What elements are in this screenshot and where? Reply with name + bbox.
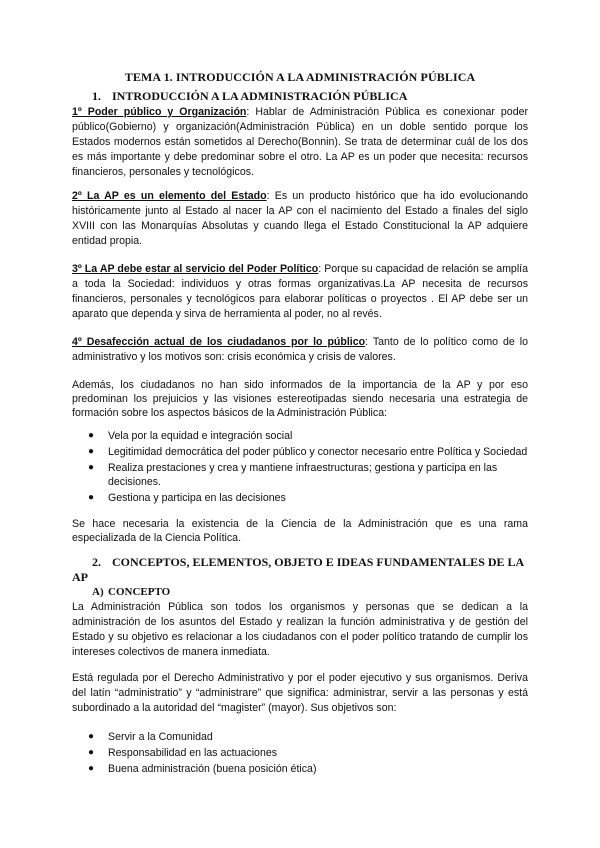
point-1-text: : Hablar de Administración Pública es conexionar poder público(Gobierno) y organización(Administración Pública) en un doble sentido porque los Estados modernos están sometidos al Derecho(Bonnin). Se trata de determinar cuál de los dos es más importante y debe predominar sobre el otro. La AP es un poder que necesita: recursos financieros, personales y tecnológicos. xyxy=(72,106,529,178)
section-1-title: INTRODUCCIÓN A LA ADMINISTRACIÓN PÚBLICA xyxy=(112,89,408,103)
point-4-paragraph xyxy=(72,335,528,365)
document-page xyxy=(72,70,528,787)
list-item: ● Vela por la equidad e integración social xyxy=(88,430,293,442)
subsection-a-heading xyxy=(72,586,528,598)
ciencia-paragraph: Se hace necesaria la existencia de la Ciencia de la Administración que es una rama especializada de la Ciencia Política. xyxy=(72,517,528,544)
bullet-icon: ● xyxy=(88,430,95,441)
ademas-paragraph: Además, los ciudadanos no han sido informados de la importancia de la AP y por eso predominan los prejuicios y las visiones estereotipadas siendo necesaria una estrategia de formación sobre los aspectos básicos de la Administración Pública: xyxy=(72,379,528,419)
list-item: ● Gestiona y participa en las decisiones xyxy=(88,492,286,505)
bullet-icon: ● xyxy=(88,492,95,504)
list-item: ● Buena administración (buena posición ética) xyxy=(88,762,317,775)
objectives-bullet-list xyxy=(72,730,528,776)
subsection-a-title: CONCEPTO xyxy=(108,585,171,598)
section-2-number: 2. xyxy=(92,554,101,569)
point-2-text: : Es un producto histórico que ha ido evolucionando históricamente junto al Estado al nacer la AP con el nacimiento del Estado a finales del siglo XVIII con las Monarquías Absolutas y cuando llega el Estado Constitucional la AP adquiere entidad propia. xyxy=(72,190,528,247)
bullet-icon: ● xyxy=(88,461,95,473)
regulada-paragraph: Está regulada por el Derecho Administrativo y por el poder ejecutivo y sus organismos. Deriva del latín “administratio” y “administrare” que significa: administrar, servir a las personas y está subordinado a la autoridad del “magister” (mayor). Sus objetivos son: xyxy=(72,671,528,714)
list-item: ● Servir a la Comunidad xyxy=(88,730,213,743)
section-1-heading xyxy=(72,89,528,104)
list-item: ● Legitimidad democrática del poder público y conector necesario entre Política y Sociedad xyxy=(88,445,528,458)
point-3-paragraph xyxy=(72,262,528,322)
bullet-icon: ● xyxy=(88,445,95,457)
concepto-paragraph: La Administración Pública son todos los organismos y personas que se dedican a la administración de los asuntos del Estado y realizan la función administrativa y de gestión del Estado y su objetivo es relacionar a los ciudadanos con el poder político tratando de cumplir los intereses colectivos de manera inmediata. xyxy=(72,600,528,658)
subsection-a-number: A) xyxy=(92,585,104,598)
point-2-paragraph xyxy=(72,189,528,249)
formation-bullet-list xyxy=(72,429,528,506)
document-title: TEMA 1. INTRODUCCIÓN A LA ADMINISTRACIÓN PÚBLICA xyxy=(124,70,476,84)
point-1-lead: 1º Poder público y Organización xyxy=(72,106,247,118)
point-2-lead: 2º La AP es un elemento del Estado xyxy=(72,190,267,202)
list-item: ● Realiza prestaciones y crea y mantiene infraestructuras; gestiona y participa en las decisiones. xyxy=(88,461,498,489)
section-1-number: 1. xyxy=(92,89,101,103)
bullet-icon: ● xyxy=(88,746,95,758)
point-1-paragraph xyxy=(72,105,528,180)
point-3-text: : Porque su capacidad de relación se amplía a toda la Sociedad: individuos y otras formas organizativas.La AP necesita de recursos financieros, personales y tecnológicos para elaborar políticas o proyectos . El AP debe ser un aparato que dependa y sirva de herramienta al poder, no al revés. xyxy=(72,263,529,320)
list-item: ● Responsabilidad en las actuaciones xyxy=(88,746,278,759)
section-2-heading xyxy=(72,555,528,585)
bullet-icon: ● xyxy=(88,762,95,774)
point-3-lead: 3º La AP debe estar al servicio del Poder Político xyxy=(72,263,319,275)
point-4-lead: 4º Desafección actual de los ciudadanos por lo público xyxy=(72,336,366,348)
bullet-icon: ● xyxy=(88,730,95,742)
section-2-title: CONCEPTOS, ELEMENTOS, OBJETO E IDEAS FUNDAMENTALES DE LA AP xyxy=(72,554,524,584)
point-4-text: : Tanto de lo político como de lo administrativo y los motivos son: crisis económica y crisis de valores. xyxy=(72,336,528,363)
